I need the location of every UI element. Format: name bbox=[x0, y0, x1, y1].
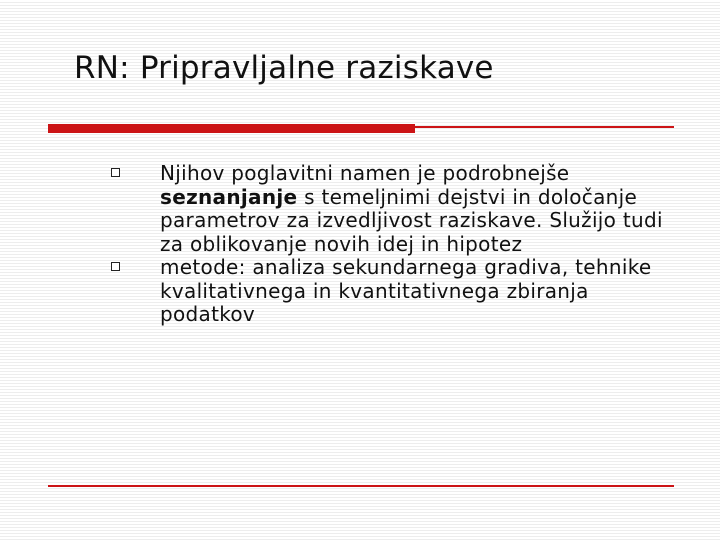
title-accent-bar bbox=[48, 124, 415, 133]
hollow-square-bullet-icon bbox=[111, 168, 120, 177]
bullet-text-part: s temeljnimi dejstvi in določanje parametrov za izvedljivost raziskave. Služijo tudi za oblikovanje novih idej in hipotez bbox=[160, 184, 663, 256]
bullet-item-purpose bbox=[0, 162, 720, 256]
bullet-text-part: Njihov poglavitni namen je podrobnejše bbox=[160, 161, 570, 185]
slide-title: RN: Pripravljalne raziskave bbox=[74, 50, 494, 86]
bullet-item-methods bbox=[0, 256, 720, 327]
title-divider-line bbox=[415, 126, 674, 128]
bullet-text bbox=[160, 255, 652, 326]
bullet-text-part: metode: analiza sekundarnega gradiva, tehnike kvalitativnega in kvantitativnega zbiranja podatkov bbox=[160, 255, 652, 326]
footer-divider-line bbox=[48, 485, 674, 487]
bullet-text bbox=[160, 161, 663, 256]
bullet-text-emphasis: seznanjanje bbox=[160, 184, 298, 209]
hollow-square-bullet-icon bbox=[111, 262, 120, 271]
bullet-list bbox=[0, 162, 720, 327]
